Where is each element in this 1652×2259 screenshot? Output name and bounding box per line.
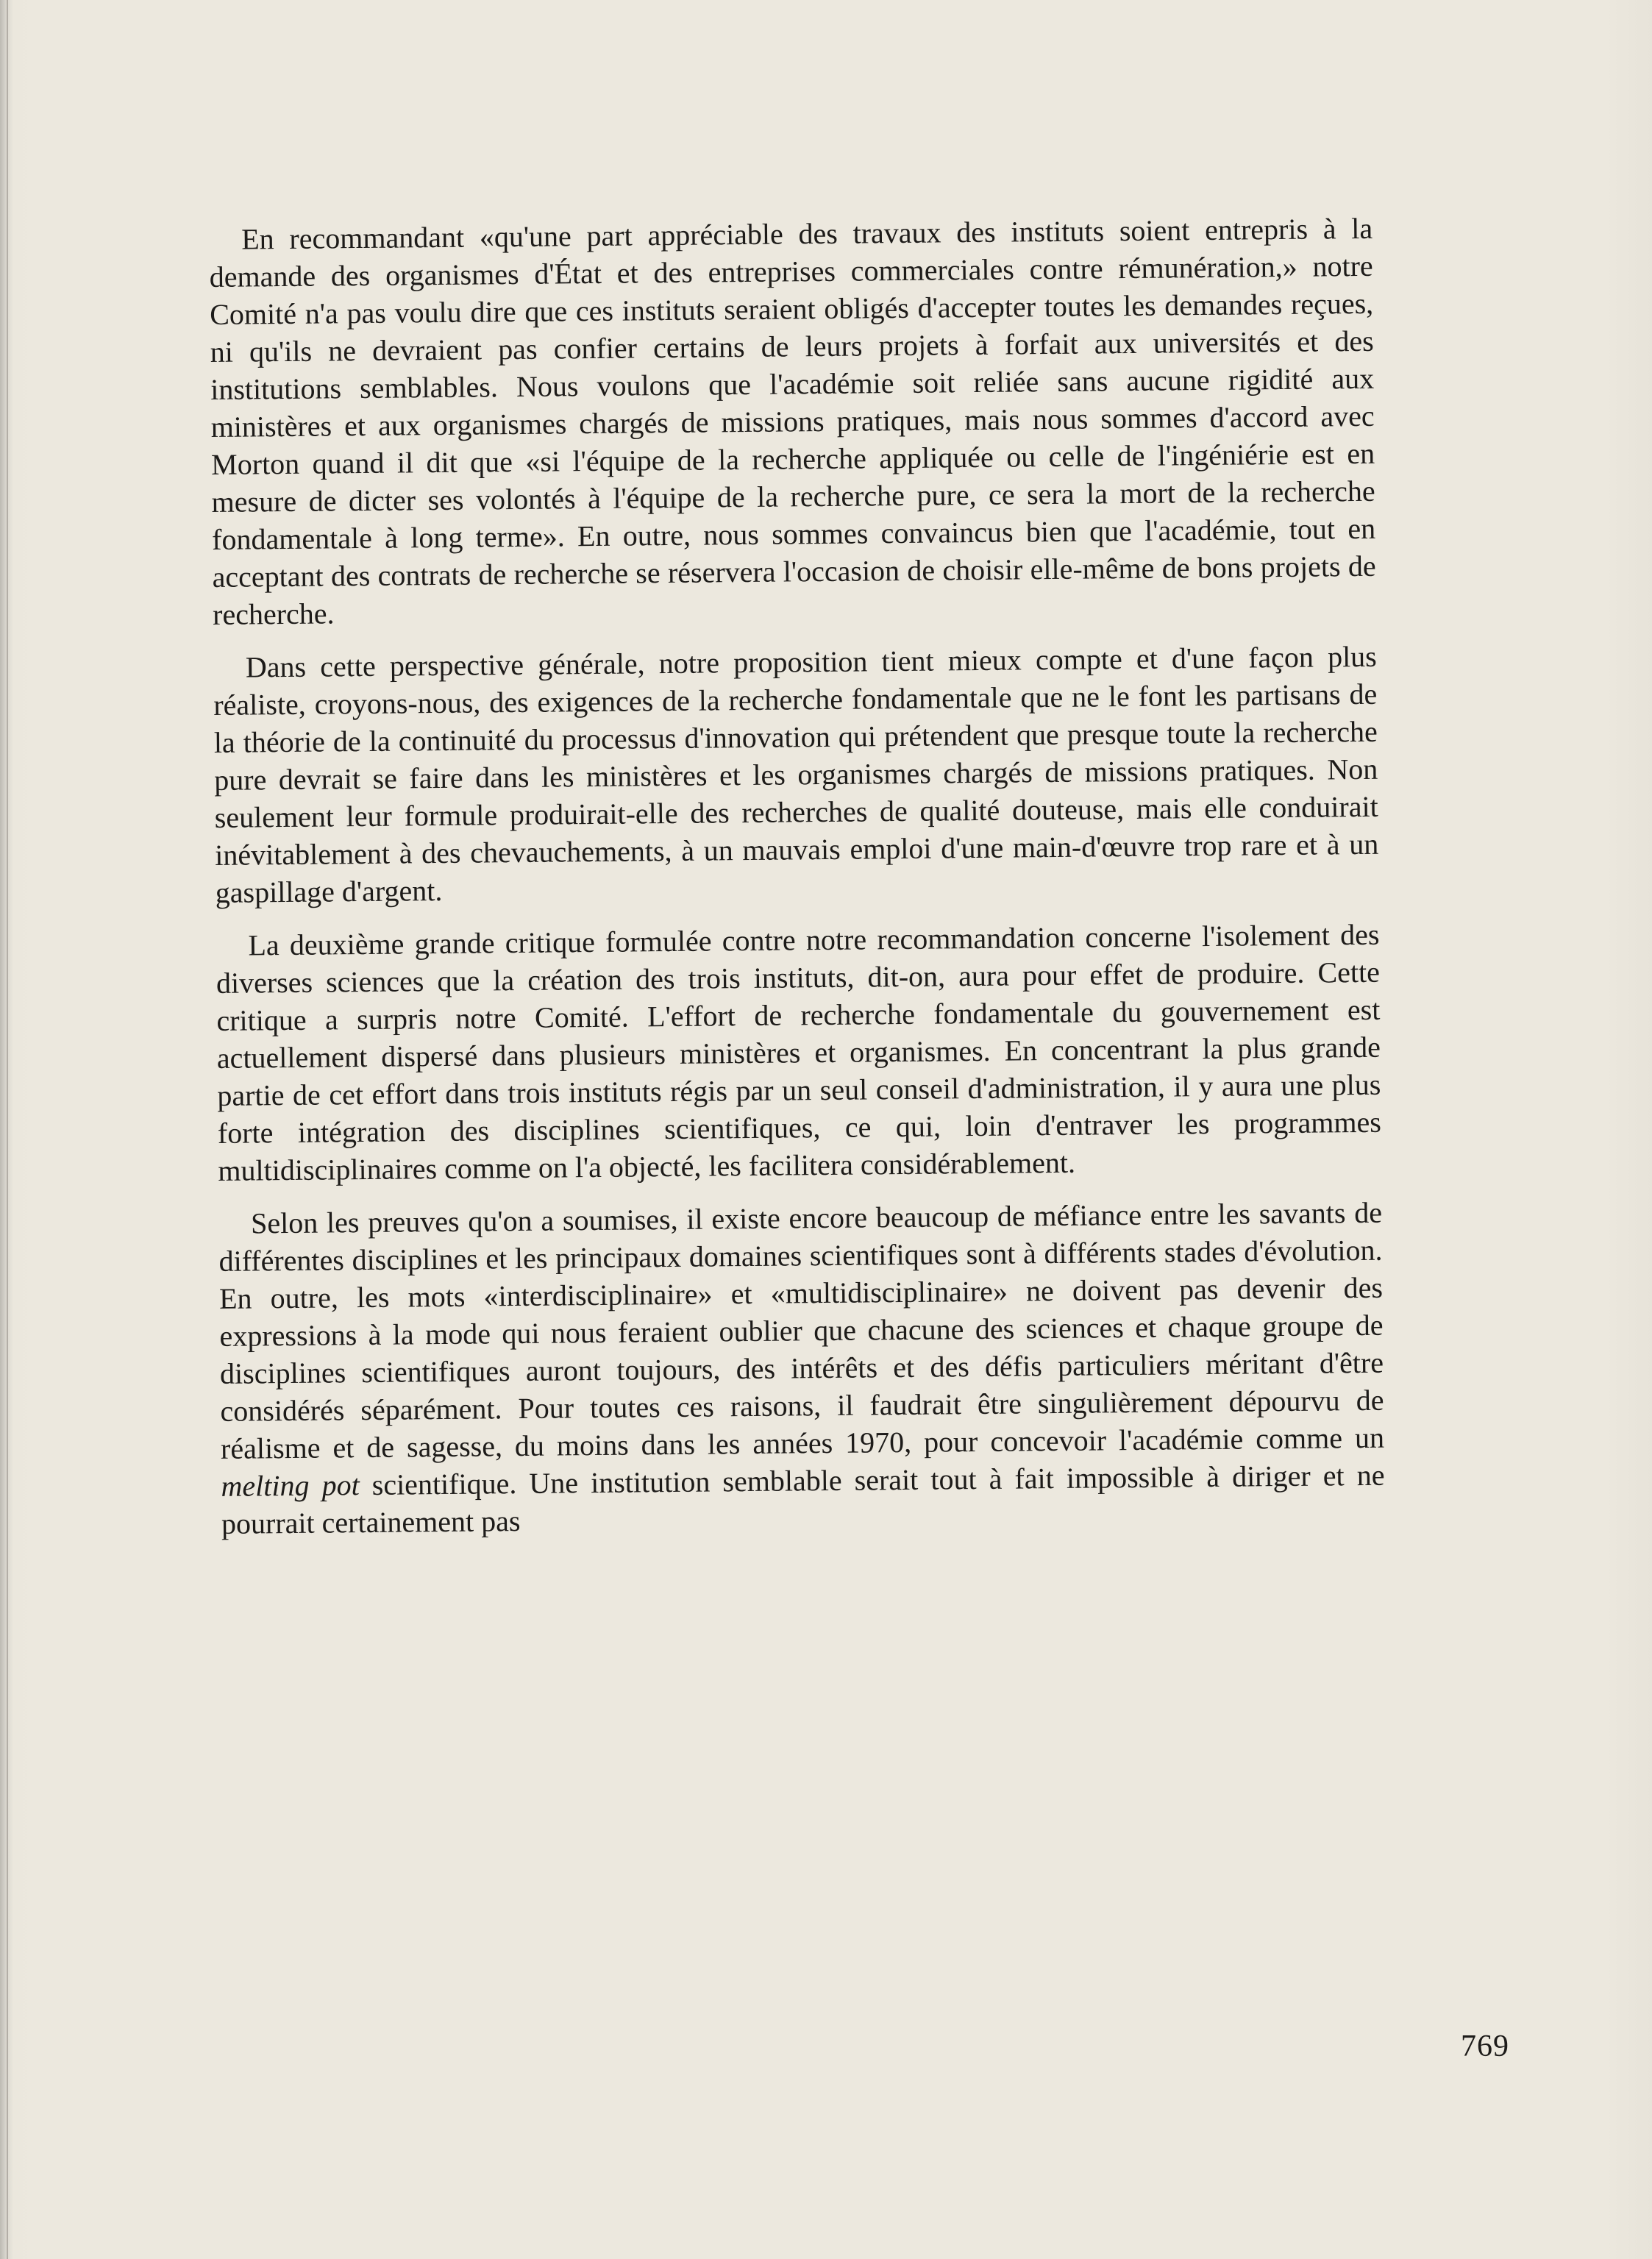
binding-gutter-edge [7, 0, 8, 2259]
paragraph-4: Selon les preuves qu'on a soumises, il existe encore beaucoup de méfiance entre les savants de différentes disciplines et les principaux domaines scientifiques sont à différents stades d'évolution. En outre, les mots «interdisciplinaire» et «multidisciplinaire» ne doivent pas devenir des expressions à la mode qui nous feraient oublier que chacune des sciences et chaque groupe de disciplines scientifiques auront toujours, des intérêts et des défis particuliers méritant d'être considérés séparément. Pour toutes ces raisons, il faudrait être singulièrement dépourvu de réalisme et de sagesse, du moins dans les années 1970, pour concevoir l'académie comme un melting pot scientifique. Une institution semblable serait tout à fait impossible à diriger et ne pourrait certainement pas [218, 1195, 1385, 1540]
paragraph-1: En recommandant «qu'une part appréciable des travaux des instituts soient entrepris à la demande des organismes d'État et des entreprises commerciales contre rémunération,» notre Comité n'a pas voulu dire que ces instituts seraient obligés d'accepter toutes les demandes reçues, ni qu'ils ne devraient pas confier certains de leurs projets à forfait aux universités et des institutions semblables. Nous voulons que l'académie soit reliée sans aucune rigidité aux ministères et aux organismes chargés de missions pratiques, mais nous sommes d'accord avec Morton quand il dit que «si l'équipe de la recherche appliquée ou celle de l'ingéniérie est en mesure de dicter ses volontés à l'équipe de la recherche pure, ce sera la mort de la recherche fondamentale à long terme». En outre, nous sommes convaincus bien que l'académie, tout en acceptant des contrats de recherche se réservera l'occasion de choisir elle-même de bons projets de recherche. [209, 211, 1376, 631]
body-text [209, 210, 1385, 1558]
page-number: 769 [1461, 2029, 1509, 2063]
paragraph-3: La deuxième grande critique formulée contre notre recommandation concerne l'isolement des diverses sciences que la création des trois instituts, dit-on, aura pour effet de produire. Cette critique a surpris notre Comité. L'effort de recherche fondamentale du gouvernement est actuellement dispersé dans plusieurs ministères et organismes. En concentrant la plus grande partie de cet effort dans trois instituts régis par un seul conseil d'administration, il y aura une plus forte intégration des disciplines scientifiques, ce qui, loin d'entraver les programmes multidisciplinaires comme on l'a objecté, les facilitera considérablement. [216, 917, 1382, 1187]
italic-phrase: melting pot [221, 1468, 360, 1503]
paragraph-2: Dans cette perspective générale, notre proposition tient mieux compte et d'une façon plus réaliste, croyons-nous, des exigences de la recherche fondamentale que ne le font les partisans de la théorie de la continuité du processus d'innovation qui prétendent que presque toute la recherche pure devrait se faire dans les ministères et les organismes chargés de missions pratiques. Non seulement leur formule produirait-elle des recherches de qualité douteuse, mais elle conduirait inévitablement à des chevauchements, à un mauvais emploi d'une main-d'œuvre trop rare et à un gaspillage d'argent. [213, 639, 1379, 909]
